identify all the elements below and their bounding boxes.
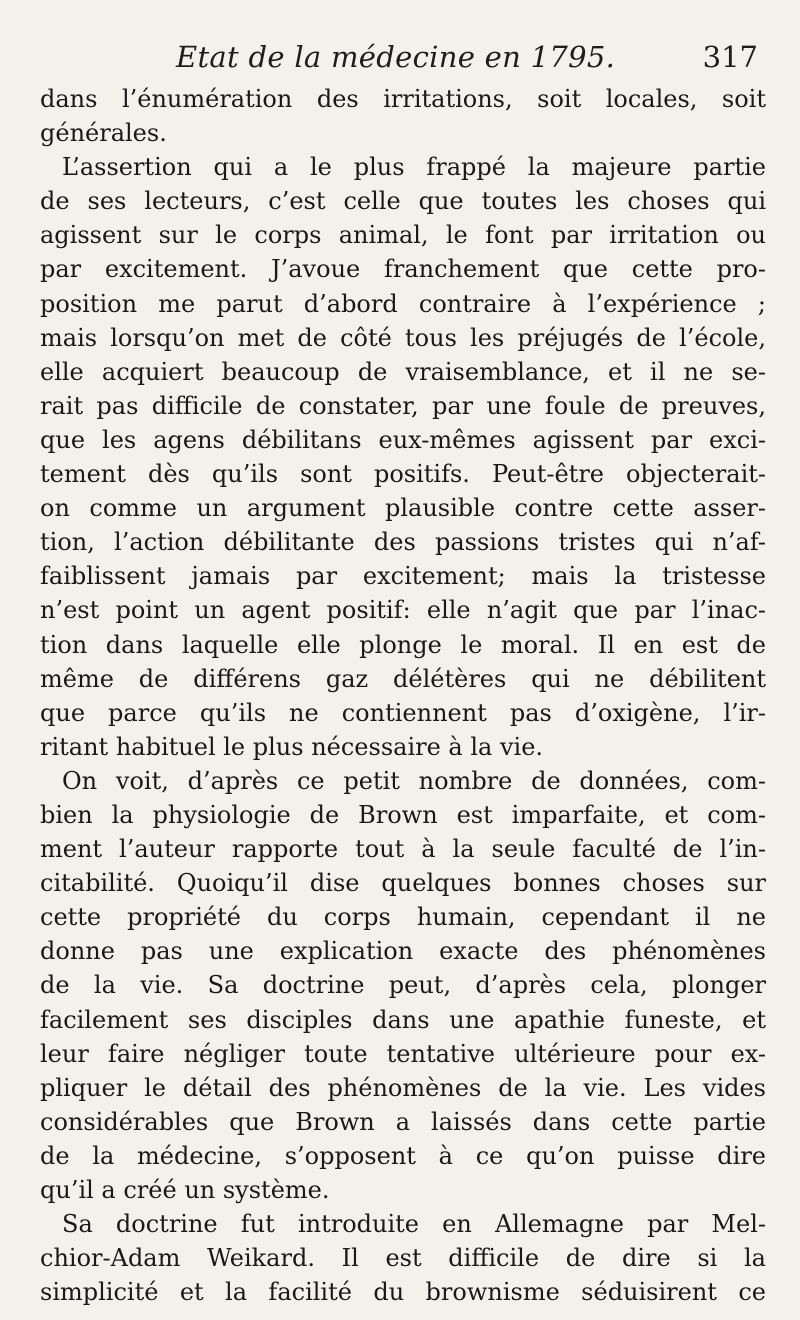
text-line: considérables que Brown a laissés dans cette partie [40, 1107, 766, 1136]
text-line: citabilité. Quoiqu’il dise quelques bonnes choses sur [40, 869, 766, 898]
text-line: simplicité et la facilité du brownisme séduisirent ce [40, 1278, 766, 1307]
text-line: de la vie. Sa doctrine peut, d’après cela, plonger [40, 971, 766, 1000]
text-line: que parce qu’ils ne contiennent pas d’oxigène, l’ir- [40, 698, 766, 727]
text-line: mais lorsqu’on met de côté tous les préjugés de l’école, [40, 323, 766, 352]
body-text [40, 82, 766, 1309]
text-line: on comme un argument plausible contre cette asser- [40, 494, 766, 523]
text-line: position me parut d’abord contraire à l’expérience ; [40, 289, 766, 318]
text-line: bien la physiologie de Brown est imparfaite, et com- [40, 800, 766, 829]
text-line: Sa doctrine fut introduite en Allemagne par Mel- [62, 1210, 766, 1239]
text-line: elle acquiert beaucoup de vraisemblance, et il ne se- [40, 357, 766, 386]
text-line: donne pas une explication exacte des phénomènes [40, 937, 766, 966]
text-line: tion dans laquelle elle plonge le moral. Il en est de [40, 630, 766, 659]
text-line: chior-Adam Weikard. Il est difficile de dire si la [40, 1244, 766, 1273]
text-line: cette propriété du corps humain, cependant il ne [40, 903, 766, 932]
running-title: Etat de la médecine en 1795. [176, 40, 616, 74]
text-line: pliquer le détail des phénomènes de la vie. Les vides [40, 1073, 766, 1102]
page-number: 317 [702, 40, 758, 74]
text-line: ment l’auteur rapporte tout à la seule faculté de l’in- [40, 835, 766, 864]
text-line: agissent sur le corps animal, le font par irritation ou [40, 221, 766, 250]
text-line: facilement ses disciples dans une apathie funeste, et [40, 1005, 766, 1034]
page-header [40, 36, 762, 76]
text-line: rait pas difficile de constater, par une foule de preuves, [40, 391, 766, 420]
text-line: qu’il a créé un système. [40, 1176, 330, 1204]
text-line: L’assertion qui a le plus frappé la majeure partie [62, 153, 766, 182]
text-line: générales. [40, 119, 167, 148]
text-line: par excitement. J’avoue franchement que cette pro- [40, 255, 766, 284]
text-line: même de différens gaz délétères qui ne débilitent [40, 664, 766, 693]
text-line: n’est point un agent positif: elle n’agit que par l’inac- [40, 596, 766, 625]
text-line: que les agens débilitans eux-mêmes agissent par exci- [40, 425, 766, 454]
text-line: faiblissent jamais par excitement; mais la tristesse [40, 562, 766, 591]
text-line: On voit, d’après ce petit nombre de données, com- [62, 766, 766, 795]
text-line: de ses lecteurs, c’est celle que toutes les choses qui [40, 187, 766, 216]
text-line: de la médecine, s’opposent à ce qu’on puisse dire [40, 1141, 766, 1170]
text-line: tement dès qu’ils sont positifs. Peut-être objecterait- [40, 460, 766, 489]
text-line: tion, l’action débilitante des passions tristes qui n’af- [40, 528, 766, 557]
text-line: ritant habituel le plus nécessaire à la vie. [40, 732, 544, 761]
text-line: dans l’énumération des irritations, soit locales, soit [40, 85, 766, 113]
text-line: leur faire négliger toute tentative ultérieure pour ex- [40, 1039, 766, 1068]
